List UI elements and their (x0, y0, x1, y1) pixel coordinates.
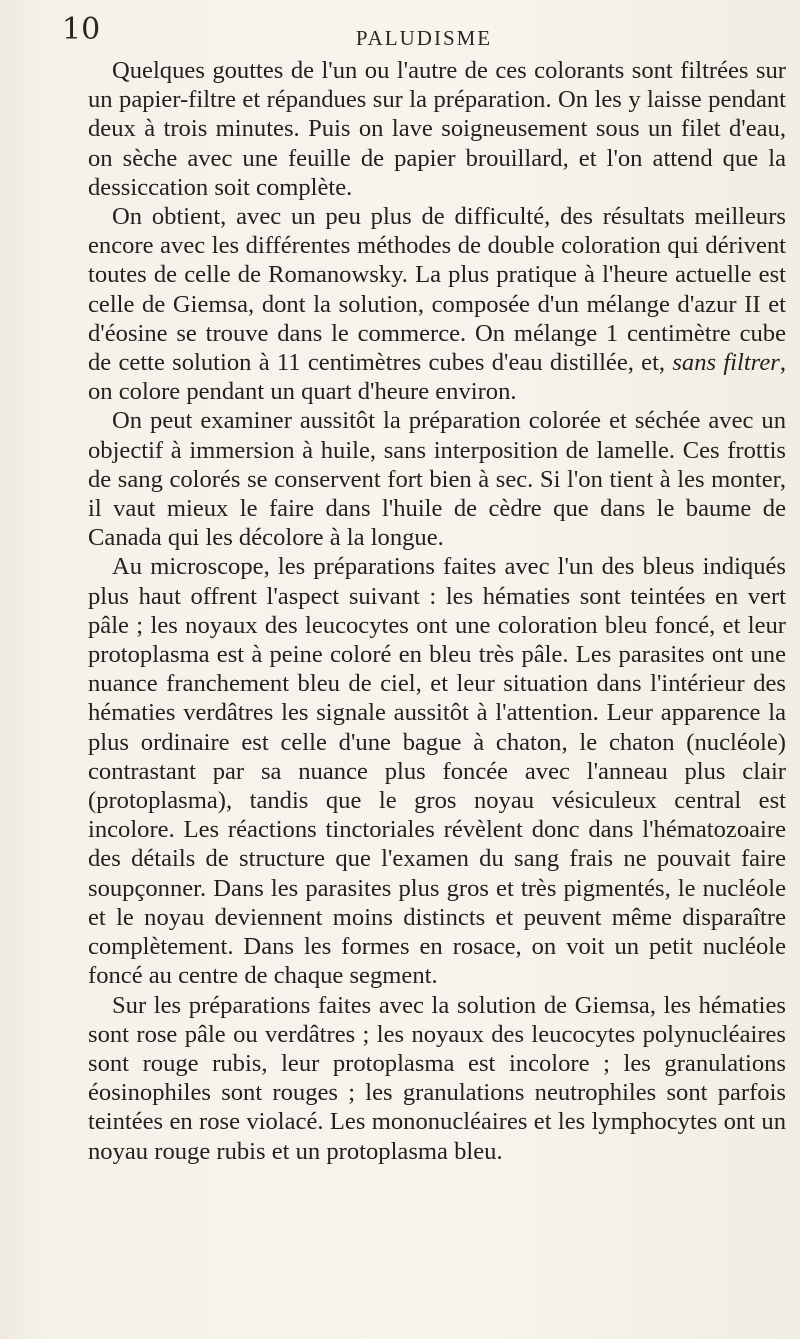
paragraph-4: Au microscope, les préparations faites avec l'un des bleus indiqués plus haut offrent l'aspect suivant : les hématies sont teintées en vert pâle ; les noyaux des leucocytes ont une coloration bleu foncé, et leur protoplasma est à peine coloré en bleu très pâle. Les parasites ont une nuance franchement bleu de ciel, et leur situation dans l'intérieur des hématies verdâtres les signale aussitôt à l'attention. Leur apparence la plus ordinaire est celle d'une bague à chaton, le chaton (nucléole) contrastant par sa nuance plus foncée avec l'anneau plus clair (protoplasma), tandis que le gros noyau vésiculeux central est incolore. Les réactions tinctoriales révèlent donc dans l'hématozoaire des détails de structure que l'examen du sang frais ne pouvait faire soupçonner. Dans les parasites plus gros et très pigmentés, le nucléole et le noyau deviennent moins distincts et peuvent même disparaître complètement. Dans les formes en rosace, on voit un petit nucléole foncé au centre de chaque segment. (88, 553, 786, 990)
paragraph-2-text-after: , on colore pendant un quart d'heure environ. (88, 349, 786, 406)
page-header (62, 12, 786, 52)
paragraph-3: On peut examiner aussitôt la préparation colorée et séchée avec un objectif à immersion à huile, sans interposition de lamelle. Ces frottis de sang colorés se conservent fort bien à sec. Si l'on tient à les monter, il vaut mieux le faire dans l'huile de cèdre que dans le baume de Canada qui les décolore à la longue. (88, 407, 786, 552)
paragraph-2-text-before: On obtient, avec un peu plus de difficulté, des résultats meilleurs encore avec les différentes méthodes de double coloration qui dérivent toutes de celle de Romanowsky. La plus pratique à l'heure actuelle est celle de Giemsa, dont la solution, composée d'un mélange d'azur II et d'éosine se trouve dans le commerce. On mélange 1 centimètre cube de cette solution à 11 centimètres cubes d'eau distillée, et, (88, 203, 786, 377)
paragraph-2 (88, 202, 786, 406)
page-number: 10 (62, 12, 101, 47)
paragraph-5: Sur les préparations faites avec la solution de Giemsa, les hématies sont rose pâle ou verdâtres ; les noyaux des leucocytes polynucléaires sont rouge rubis, leur protoplasma est incolore ; les granulations éosinophiles sont rouges ; les granulations neutrophiles sont parfois teintées en rose violacé. Les mononucléaires et les lymphocytes ont un noyau rouge rubis et un protoplasma bleu. (88, 991, 786, 1165)
running-head: PALUDISME (355, 26, 493, 50)
paragraph-2-emphasis: sans filtrer (672, 349, 780, 377)
body-text (88, 56, 786, 1166)
paragraph-1: Quelques gouttes de l'un ou l'autre de ces colorants sont filtrées sur un papier-filtre et répandues sur la préparation. On les y laisse pendant deux à trois minutes. Puis on lave soigneusement sous un filet d'eau, on sèche avec une feuille de papier brouillard, et l'on attend que la dessiccation soit complète. (88, 57, 786, 201)
